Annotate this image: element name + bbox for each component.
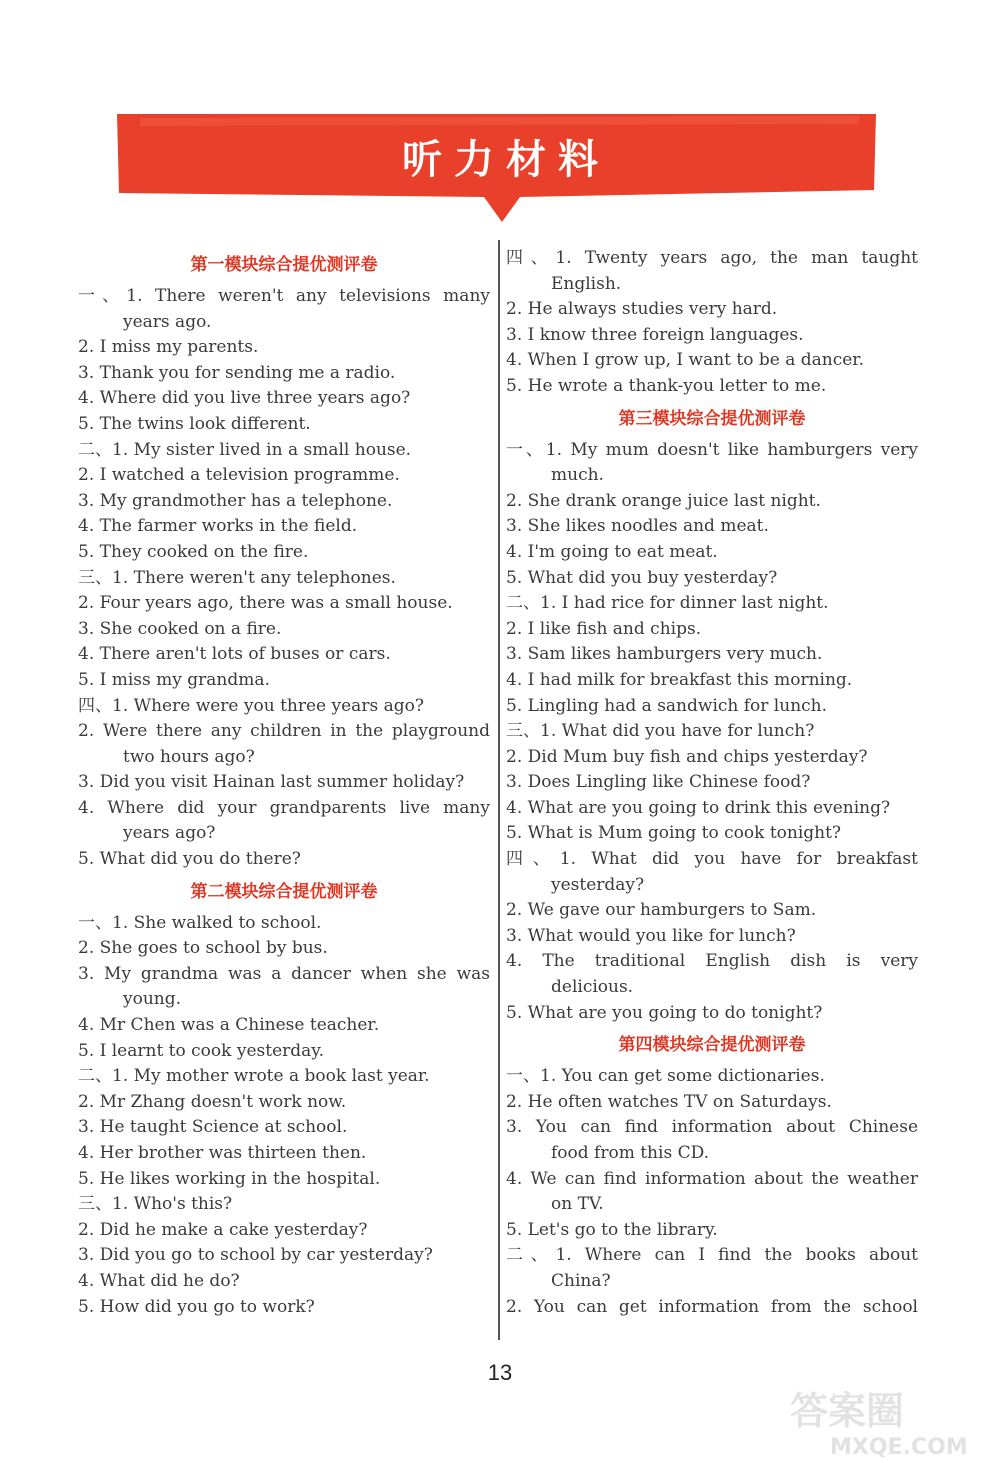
transcript-line: 三、1. What did you have for lunch? bbox=[506, 721, 815, 742]
transcript-line: 2. She drank orange juice last night. bbox=[506, 490, 821, 511]
transcript-line: delicious. bbox=[551, 977, 634, 998]
transcript-line: much. bbox=[551, 465, 604, 486]
transcript-line: 3. What would you like for lunch? bbox=[506, 925, 796, 946]
exam-section bbox=[506, 246, 918, 400]
transcript-line: 2. Four years ago, there was a small house. bbox=[78, 593, 453, 614]
transcript-line: 3. Did you visit Hainan last summer holiday? bbox=[78, 772, 465, 793]
transcript-line: 5. What is Mum going to cook tonight? bbox=[506, 823, 842, 844]
transcript-line: 二、1. My sister lived in a small house. bbox=[78, 439, 412, 460]
transcript-line: 二、1. Where can I find the books about bbox=[506, 1245, 918, 1266]
transcript-line: 3. She cooked on a fire. bbox=[78, 618, 282, 639]
transcript-line: 5. What did you do there? bbox=[78, 849, 301, 870]
transcript-line: yesterday? bbox=[551, 874, 645, 895]
transcript-line: 2. Did he make a cake yesterday? bbox=[78, 1219, 368, 1240]
transcript-line: years ago? bbox=[123, 823, 216, 844]
transcript-line: 4. Where did your grandparents live many bbox=[78, 797, 490, 818]
transcript-line: 2. Did Mum buy fish and chips yesterday? bbox=[506, 746, 868, 767]
transcript-line: 3. Does Lingling like Chinese food? bbox=[506, 772, 811, 793]
transcript-line: 4. There aren't lots of buses or cars. bbox=[78, 644, 391, 665]
transcript-line: 2. Mr Zhang doesn't work now. bbox=[78, 1091, 347, 1112]
section-title: 第一模块综合提优测评卷 bbox=[190, 255, 378, 275]
transcript-line: 4. The farmer works in the field. bbox=[78, 516, 358, 537]
transcript-line: 2. You can get information from the school bbox=[506, 1296, 918, 1317]
transcript-line: 二、1. My mother wrote a book last year. bbox=[78, 1066, 430, 1087]
transcript-line: 3. She likes noodles and meat. bbox=[506, 516, 769, 537]
transcript-line: 5. I learnt to cook yesterday. bbox=[78, 1040, 325, 1061]
transcript-line: food from this CD. bbox=[551, 1143, 710, 1163]
transcript-line: 4. When I grow up, I want to be a dancer. bbox=[506, 350, 864, 371]
transcript-line: 5. He wrote a thank-you letter to me. bbox=[506, 375, 827, 396]
page-number: 13 bbox=[487, 1360, 513, 1385]
transcript-line: 2. He always studies very hard. bbox=[506, 299, 778, 320]
section-title: 第四模块综合提优测评卷 bbox=[618, 1035, 806, 1056]
exam-section bbox=[78, 246, 490, 873]
transcript-line: 5. Let's go to the library. bbox=[506, 1219, 718, 1240]
transcript-line: 2. I like fish and chips. bbox=[506, 618, 702, 639]
transcript-line: English. bbox=[551, 273, 622, 294]
transcript-line: 5. The twins look different. bbox=[78, 413, 311, 434]
transcript-line: 5. What are you going to do tonight? bbox=[506, 1002, 823, 1023]
transcript-line: 3. You can find information about Chinese bbox=[506, 1117, 918, 1138]
transcript-line: 3. Sam likes hamburgers very much. bbox=[506, 644, 823, 665]
transcript-line: 4. We can find information about the weather bbox=[506, 1168, 918, 1189]
transcript-line: 5. How did you go to work? bbox=[78, 1296, 315, 1317]
transcript-line: 一、1. My mum doesn't like hamburgers very bbox=[506, 439, 918, 460]
watermark-text: 答案圈 bbox=[790, 1389, 905, 1433]
transcript-line: 5. They cooked on the fire. bbox=[78, 541, 309, 562]
transcript-line: 二、1. I had rice for dinner last night. bbox=[506, 593, 829, 614]
exam-section bbox=[506, 400, 918, 1027]
transcript-line: China? bbox=[551, 1270, 611, 1291]
transcript-line: 5. I miss my grandma. bbox=[78, 669, 270, 690]
page-title: 听力材料 bbox=[402, 137, 610, 183]
transcript-line: 三、1. Who's this? bbox=[78, 1194, 233, 1215]
transcript-line: 四、1. Twenty years ago, the man taught bbox=[506, 248, 918, 268]
left-column bbox=[78, 246, 490, 1320]
transcript-line: 三、1. There weren't any telephones. bbox=[78, 567, 396, 588]
transcript-line: 一、1. She walked to school. bbox=[78, 912, 322, 933]
transcript-line: 2. She goes to school by bus. bbox=[78, 938, 328, 959]
transcript-line: 一、1. You can get some dictionaries. bbox=[506, 1066, 825, 1087]
transcript-line: years ago. bbox=[123, 311, 212, 332]
transcript-line: 4. Where did you live three years ago? bbox=[78, 388, 411, 409]
transcript-line: 2. We gave our hamburgers to Sam. bbox=[506, 900, 817, 921]
transcript-line: 4. The traditional English dish is very bbox=[506, 951, 918, 972]
watermark-logo bbox=[770, 1380, 995, 1460]
section-title: 第三模块综合提优测评卷 bbox=[618, 408, 806, 429]
transcript-line: 2. Were there any children in the playground bbox=[78, 721, 490, 742]
transcript-line: young. bbox=[123, 989, 182, 1010]
transcript-line: 一、1. There weren't any televisions many bbox=[78, 286, 490, 306]
transcript-line: 5. Lingling had a sandwich for lunch. bbox=[506, 695, 828, 716]
watermark-sub: MXQE.COM bbox=[830, 1435, 968, 1460]
right-column bbox=[506, 246, 918, 1320]
transcript-line: 4. Mr Chen was a Chinese teacher. bbox=[78, 1015, 380, 1036]
header-banner bbox=[0, 0, 1000, 240]
exam-section bbox=[506, 1026, 918, 1320]
transcript-line: on TV. bbox=[551, 1194, 604, 1215]
transcript-line: 5. What did you buy yesterday? bbox=[506, 567, 778, 588]
transcript-line: 4. What are you going to drink this evening? bbox=[506, 797, 891, 818]
transcript-line: two hours ago? bbox=[123, 746, 255, 767]
transcript-line: 3. My grandma was a dancer when she was bbox=[78, 963, 490, 984]
transcript-line: 4. What did he do? bbox=[78, 1270, 240, 1291]
exam-section bbox=[78, 873, 490, 1321]
transcript-line: 2. I miss my parents. bbox=[78, 337, 259, 358]
transcript-line: 2. He often watches TV on Saturdays. bbox=[506, 1091, 832, 1112]
transcript-line: 2. I watched a television programme. bbox=[78, 465, 400, 486]
transcript-line: 四、1. Where were you three years ago? bbox=[78, 695, 424, 716]
transcript-line: 4. Her brother was thirteen then. bbox=[78, 1143, 367, 1163]
transcript-line: 3. He taught Science at school. bbox=[78, 1117, 348, 1138]
transcript-line: 3. My grandmother has a telephone. bbox=[78, 490, 393, 511]
transcript-line: 4. I'm going to eat meat. bbox=[506, 541, 718, 562]
transcript-line: 3. Did you go to school by car yesterday? bbox=[78, 1245, 433, 1266]
transcript-line: 3. I know three foreign languages. bbox=[506, 324, 804, 345]
column-divider bbox=[498, 240, 500, 1340]
transcript-line: 5. He likes working in the hospital. bbox=[78, 1168, 381, 1189]
transcript-line: 3. Thank you for sending me a radio. bbox=[78, 362, 396, 383]
transcript-line: 四、1. What did you have for breakfast bbox=[506, 849, 918, 870]
section-title: 第二模块综合提优测评卷 bbox=[190, 881, 378, 902]
transcript-line: 4. I had milk for breakfast this morning. bbox=[506, 669, 853, 690]
